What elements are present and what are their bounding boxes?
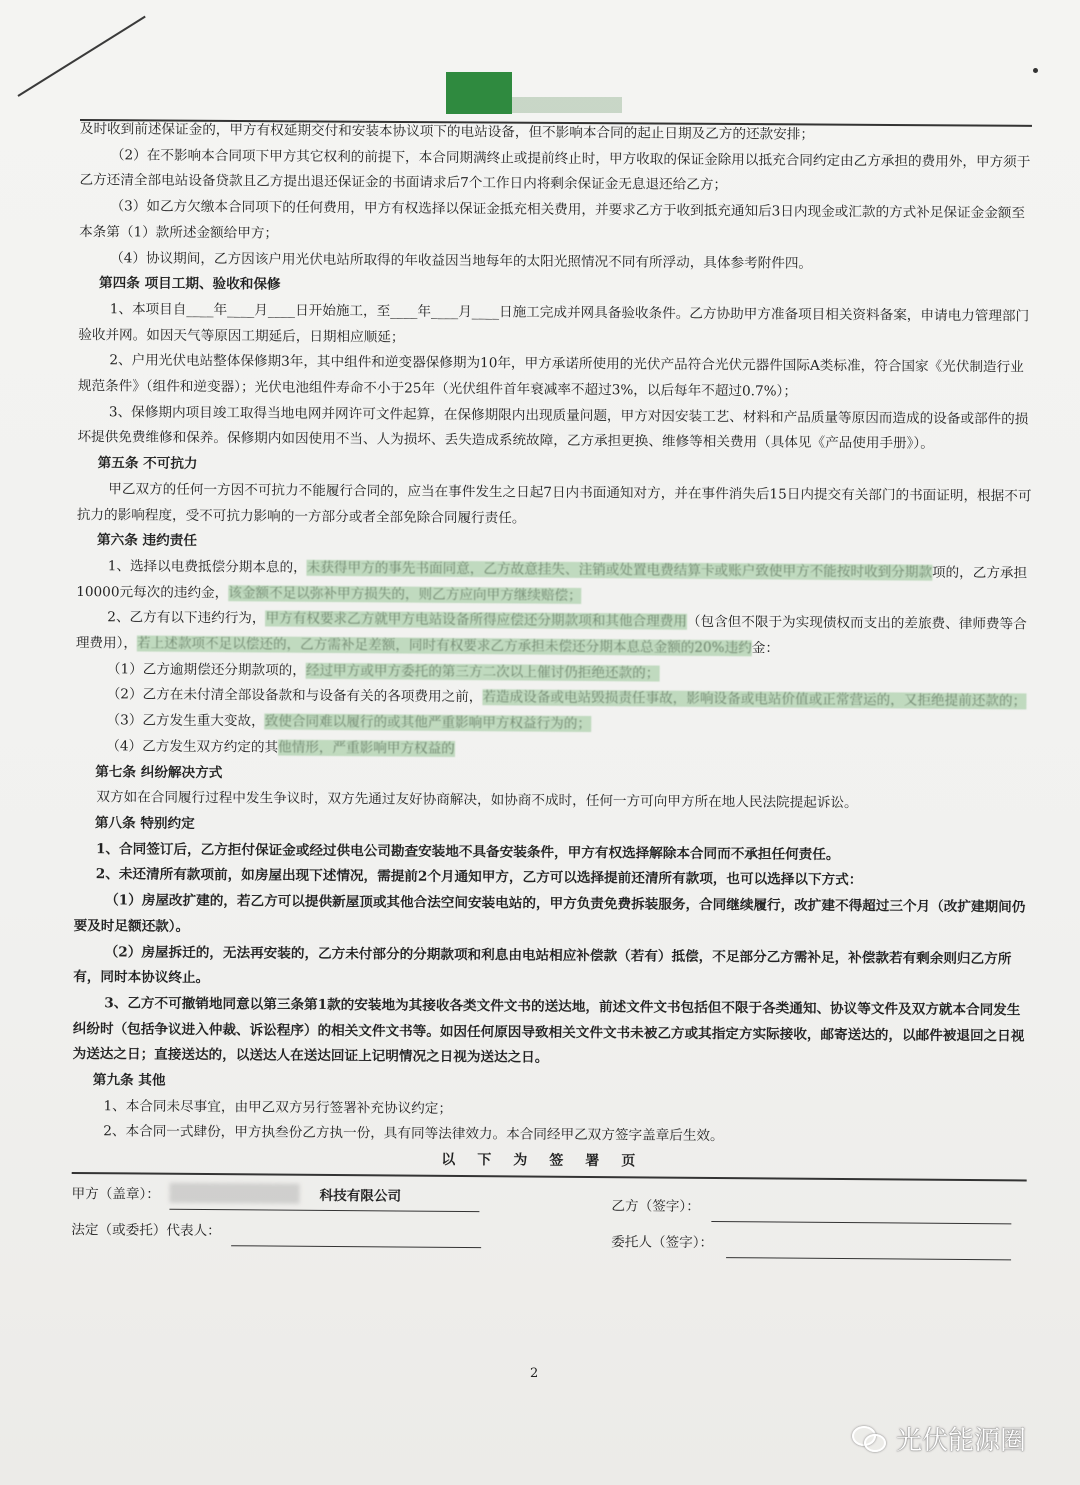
paper-crease-mark <box>17 16 145 97</box>
party-a-seal-line <box>169 1183 479 1212</box>
page-number: 2 <box>530 1366 539 1381</box>
logo-faded-text <box>512 97 622 113</box>
contract-body <box>71 117 1035 1253</box>
text: 项的，乙方承担10000元每次的违约金， <box>76 564 1028 601</box>
representative-label: 法定（或委托）代表人： <box>71 1221 221 1239</box>
agent-label: 委托人（签字）： <box>611 1234 714 1251</box>
text: （4）乙方发生双方约定的其 <box>106 738 279 756</box>
text: （3）乙方发生重大变故， <box>106 712 265 730</box>
clause-8-2: 2、未还清所有款项前，如房屋出现下述情况，需提前2个月通知甲方，乙方可以选择提前还清所有款项，也可以选择以下方式： <box>95 866 863 889</box>
article-8-title: 第八条 特别约定 <box>94 815 195 832</box>
text: （包含但不限于为实现债权而支出的差旅费、律师费等合理费用）， <box>75 614 1027 652</box>
clause-5-1: 甲乙双方的任何一方因不可抗力不能履行合同的，应当在事件发生之日起7日内书面通知对方，并在事件消失后15日内提交有关部门的书面证明，根据不可抗力的影响程度，受不可抗力影响的一方部分或者全部免除合同履行责任。 <box>76 481 1032 527</box>
signature-page-title: 以下为签署页 <box>72 1145 1027 1181</box>
article-9-title: 第九条 其他 <box>92 1072 166 1089</box>
clause-8-3: 3、乙方不可撤销地同意以第三条第1款的安装地为其接收各类文件文书的送达地，前述文件文书包括但不限于各类通知、协议等文件及双方就本合同发生纠纷时（包括争议进入仲裁、诉讼程序）的相关文件文书等。如因任何原因导致相关文件文书未被乙方或其指定方实际接收，邮寄送达的，以邮件被退回之日视为送达之日；直接送达的，以送达人在送达回证上记明情况之日视为送达之日。 <box>72 995 1025 1067</box>
text: 金： <box>751 640 780 657</box>
carryover-line: 及时收到前述保证金的，甲方有权延期交付和安装本协议项下的电站设备，但不影响本合同的起止日期及乙方的还款安排； <box>79 120 815 143</box>
redacted-text: 甲方有权要求乙方就甲方电站设备所得应偿还分期款项和其他合理费用 <box>265 610 687 631</box>
wechat-icon <box>852 1424 886 1452</box>
clause-4-2: 2、户用光伏电站整体保修期3年，其中组件和逆变器保修期为10年，甲方承诺所使用的光伏产品符合光伏元器件国际A类标准，符合国家《光伏制造行业规范条件》（组件和逆变器）；光伏电池组件寿命不小于25年（光伏组件首年衰减率不超过3%，以后每年不超过0.7%）； <box>77 352 1024 400</box>
party-b-label: 乙方（签字）： <box>611 1198 700 1215</box>
article-5-title: 第五条 不可抗力 <box>97 455 198 473</box>
redacted-text: 他情形，严重影响甲方权益的 <box>278 739 455 757</box>
clause-8-1: 1、合同签订后，乙方拒付保证金或经过供电公司勘查安装地不具备安装条件，甲方有权选择解除本合同而不承担任何责任。 <box>95 840 840 863</box>
party-a-label: 甲方（盖章）： <box>71 1185 160 1203</box>
watermark <box>852 1420 1026 1456</box>
text: 2、乙方有以下违约行为， <box>107 609 266 627</box>
redacted-company-name <box>169 1183 299 1204</box>
article-4-title: 第四条 项目工期、验收和保修 <box>99 275 281 293</box>
clause-6-1 <box>76 554 1031 613</box>
ink-dot <box>1033 68 1038 73</box>
article-7-title: 第七条 纠纷解决方式 <box>95 763 223 781</box>
agent-signature-line <box>726 1231 1011 1260</box>
representative-signature-line <box>231 1219 481 1248</box>
redacted-text: 若上述款项不足以偿还的，乙方需补足差额，同时有权要求乙方承担未偿还分期本息总金额的20%违约 <box>136 635 752 657</box>
clause-9-2: 2、本合同一式肆份，甲方执叁份乙方执一份，具有同等法律效力。本合同经甲乙双方签字盖章后生效。 <box>103 1123 724 1145</box>
clause-9-1: 1、本合同未尽事宜，由甲乙双方另行签署补充协议约定； <box>103 1097 453 1117</box>
text: （2）乙方在未付清全部设备款和与设备有关的各项费用之前， <box>106 686 483 706</box>
clause-3-4: （4）协议期间，乙方因该户用光伏电站所取得的年收益因当地每年的太阳光照情况不同有所浮动，具体参考附件四。 <box>110 249 813 272</box>
redacted-text: 未获得甲方的事先书面同意，乙方故意挂失、注销或处置电费结算卡或账户致使甲方不能按时收到分期款 <box>306 559 933 581</box>
clause-8-2-1: （1）房屋改扩建的，若乙方可以提供新屋顶或其他合法空间安装电站的，甲方负责免费拆装服务，合同继续履行，改扩建不得超过三个月（改扩建期间仍要及时足额还款）。 <box>73 892 1026 935</box>
clause-3-3: （3）如乙方欠缴本合同项下的任何费用，甲方有权选择以保证金抵充相关费用，并要求乙方于收到抵充通知后3日内现金或汇款的方式补足保证金金额至本条第（1）款所述金额给甲方； <box>79 198 1026 242</box>
clause-4-1: 1、本项目自____年____月____日开始施工，至____年____月____日施工完成并网具备验收条件。乙方协助甲方准备项目相关资料备案，申请电力管理部门验收并网。如因天气等原因工期延后，日期相应顺延； <box>78 301 1030 346</box>
redacted-text: 经过甲方或甲方委托的第三方二次以上催讨仍拒绝还款的； <box>305 662 660 682</box>
article-6-title: 第六条 违约责任 <box>97 532 198 550</box>
clause-4-3: 3、保修期内项目竣工取得当地电网并网许可文件起算，在保修期限内出现质量问题，甲方对因安装工艺、材料和产品质量等原因而造成的设备或部件的损坏提供免费维修和保养。保修期内如因使用不当、人为损坏、丢失造成系统故障，乙方承担更换、维修等相关费用（具体见《产品使用手册》）。 <box>77 403 1029 453</box>
clause-6-2 <box>76 605 1031 664</box>
signature-row-2 <box>71 1210 1026 1253</box>
redacted-text: 该金额不足以弥补甲方损失的，则乙方应向甲方继续赔偿； <box>228 584 582 604</box>
text: 1、选择以电费抵偿分期本息的， <box>107 558 307 576</box>
watermark-text: 光伏能源圈 <box>896 1425 1027 1456</box>
clause-3-2: （2）在不影响本合同项下甲方其它权利的前提下，本合同期满终止或提前终止时，甲方收取的保证金除用以抵充合同约定由乙方承担的费用外，甲方须于乙方还清全部电站设备贷款且乙方提出退还保证金的书面请求后7个工作日内将剩余保证金无息退还给乙方； <box>79 146 1031 194</box>
clause-7-1: 双方如在合同履行过程中发生争议时，双方先通过友好协商解决，如协商不成时，任何一方可向甲方所在地人民法院提起诉讼。 <box>96 789 858 812</box>
text: （1）乙方逾期偿还分期款项的， <box>106 660 306 679</box>
company-logo <box>446 72 512 114</box>
redacted-text: 致使合同难以履行的或其他严重影响甲方权益行为的； <box>264 713 592 733</box>
clause-8-2-2: （2）房屋拆迁的，无法再安装的，乙方未付部分的分期款项和利息由电站相应补偿款（若有）抵偿，不足部分乙方需补足，补偿款若有剩余则归乙方所有，同时本协议终止。 <box>73 943 1012 987</box>
redacted-text: 若造成设备或电站毁损责任事故，影响设备或电站价值或正常营运的，又拒绝提前还款的； <box>482 689 1027 710</box>
company-suffix: 科技有限公司 <box>319 1187 402 1205</box>
